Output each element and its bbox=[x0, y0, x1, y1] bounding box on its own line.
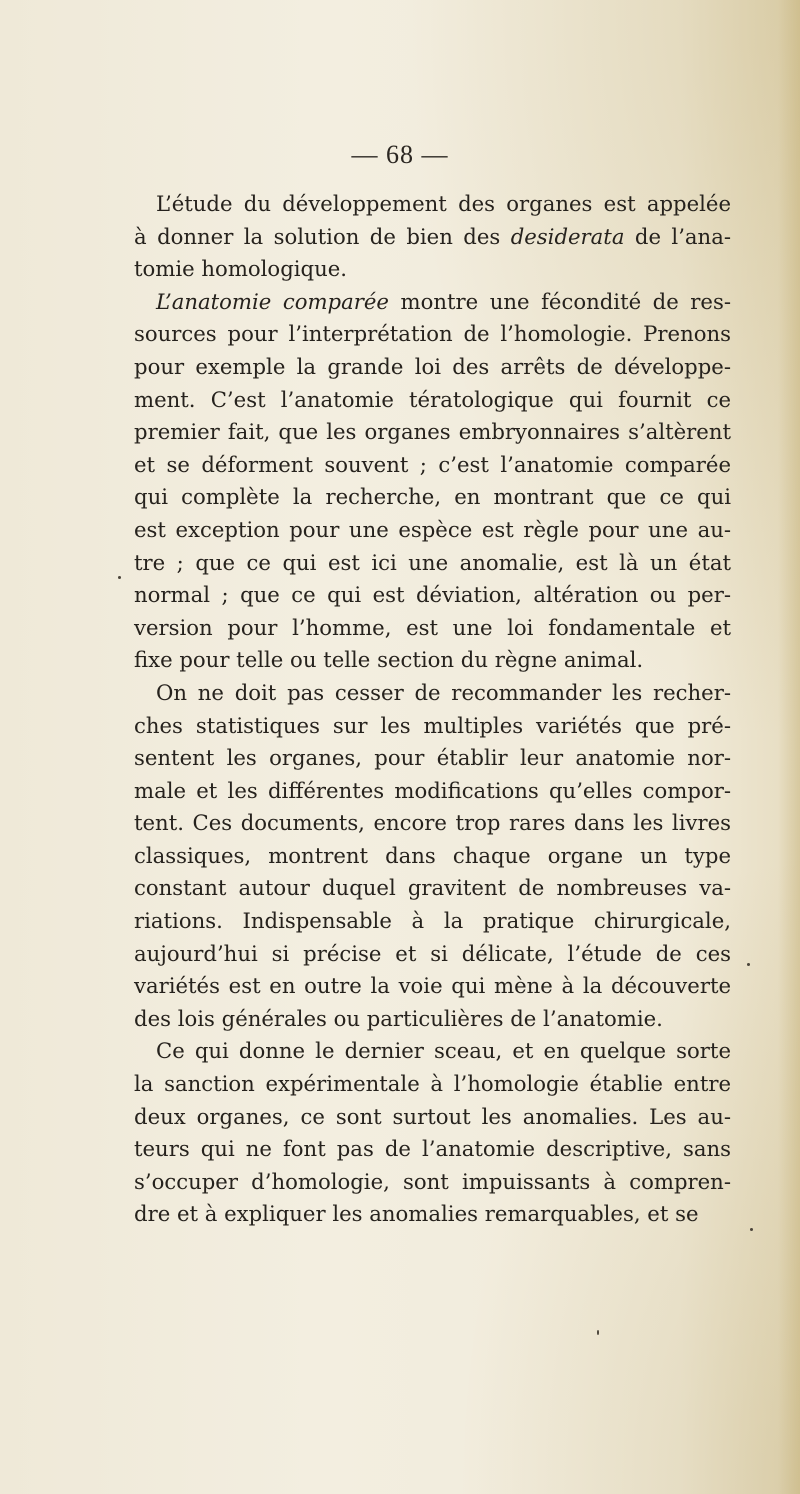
text-run: riations. Indispensable à la pratique chirurgicale, bbox=[134, 908, 731, 934]
text-run: male et les différentes modifications qu’elles compor- bbox=[134, 777, 731, 803]
text-run: deux organes, ce sont surtout les anomalies. Les au- bbox=[134, 1103, 731, 1129]
text-run: normal ; que ce qui est déviation, altération ou per- bbox=[134, 582, 731, 608]
body-text bbox=[134, 188, 731, 1231]
text-run: des lois générales ou particulières de l’anatomie. bbox=[134, 1005, 663, 1031]
text-run: pour exemple la grande loi des arrêts de développe- bbox=[134, 353, 731, 379]
text-run: classiques, montrent dans chaque organe un type bbox=[134, 842, 731, 868]
text-line bbox=[134, 742, 731, 775]
text-line bbox=[134, 221, 731, 254]
text-line bbox=[134, 710, 731, 743]
text-run: teurs qui ne font pas de l’anatomie descriptive, sans bbox=[134, 1136, 731, 1162]
paragraph bbox=[134, 677, 731, 1036]
text-run: s’occuper d’homologie, sont impuissants à compren- bbox=[134, 1168, 731, 1194]
text-line bbox=[134, 514, 731, 547]
text-line bbox=[134, 872, 731, 905]
italic-text: L’anatomie comparée bbox=[156, 288, 389, 314]
text-line bbox=[134, 905, 731, 938]
text-line bbox=[134, 449, 731, 482]
text-run: ment. C’est l’anatomie tératologique qui fournit ce bbox=[134, 386, 731, 412]
text-run: fixe pour telle ou telle section du règne animal. bbox=[134, 647, 644, 673]
text-run: de l’ana- bbox=[624, 223, 731, 249]
text-run: premier fait, que les organes embryonnaires s’altèrent bbox=[134, 419, 731, 445]
text-run: L’étude du développement des organes est appelée bbox=[156, 191, 731, 216]
text-line bbox=[134, 286, 731, 319]
text-run: Ce qui donne le dernier sceau, et en quelque sorte bbox=[156, 1038, 731, 1064]
text-run: et se déforment souvent ; c’est l’anatomie comparée bbox=[134, 451, 731, 477]
paper-speck bbox=[750, 1228, 753, 1231]
text-run: dre et à expliquer les anomalies remarquables, et se bbox=[134, 1201, 699, 1227]
text-run: à donner la solution de bien des bbox=[134, 223, 511, 249]
text-line bbox=[134, 547, 731, 580]
text-run: est exception pour une espèce est règle pour une au- bbox=[134, 516, 731, 542]
text-line bbox=[134, 840, 731, 873]
text-run: sentent les organes, pour établir leur anatomie nor- bbox=[134, 745, 731, 771]
paper-speck bbox=[747, 963, 750, 966]
paragraph bbox=[134, 286, 731, 677]
text-run: variétés est en outre la voie qui mène à la découverte bbox=[134, 973, 731, 999]
text-line bbox=[134, 384, 731, 417]
page-edge-shadow bbox=[778, 0, 800, 1494]
text-run: sources pour l’interprétation de l’homologie. Prenons bbox=[134, 321, 731, 347]
text-line bbox=[134, 318, 731, 351]
text-line bbox=[134, 1035, 731, 1068]
italic-text: desiderata bbox=[510, 223, 625, 249]
paragraph bbox=[134, 1035, 731, 1231]
text-run: On ne doit pas cesser de recommander les recher- bbox=[156, 679, 731, 705]
text-line bbox=[134, 253, 731, 286]
text-line bbox=[134, 612, 731, 645]
page-number: — 68 — bbox=[351, 140, 449, 169]
text-line bbox=[134, 677, 731, 710]
text-line bbox=[134, 938, 731, 971]
text-line bbox=[134, 807, 731, 840]
text-line bbox=[134, 416, 731, 449]
paragraph bbox=[134, 188, 731, 286]
text-line bbox=[134, 481, 731, 514]
text-line bbox=[134, 775, 731, 808]
text-line bbox=[134, 970, 731, 1003]
text-line bbox=[134, 351, 731, 384]
text-run: tre ; que ce qui est ici une anomalie, est là un état bbox=[134, 549, 731, 575]
text-line bbox=[134, 644, 731, 677]
text-run: la sanction expérimentale à l’homologie établie entre bbox=[134, 1071, 731, 1097]
text-line bbox=[134, 188, 731, 221]
text-line bbox=[134, 1003, 731, 1036]
text-line bbox=[134, 1101, 731, 1134]
text-line bbox=[134, 1133, 731, 1166]
text-run: version pour l’homme, est une loi fondamentale et bbox=[134, 614, 731, 640]
text-line bbox=[134, 579, 731, 612]
paper-speck bbox=[118, 576, 121, 579]
text-run: aujourd’hui si précise et si délicate, l’étude de ces bbox=[134, 940, 731, 966]
text-run: ches statistiques sur les multiples variétés que pré- bbox=[134, 712, 731, 738]
text-run: tomie homologique. bbox=[134, 256, 348, 282]
text-run: qui complète la recherche, en montrant que ce qui bbox=[134, 484, 731, 510]
text-run: tent. Ces documents, encore trop rares dans les livres bbox=[134, 810, 731, 836]
text-run: constant autour duquel gravitent de nombreuses va- bbox=[134, 875, 731, 901]
text-run: montre une fécondité de res- bbox=[388, 288, 731, 314]
paper-speck bbox=[597, 1330, 599, 1335]
text-line bbox=[134, 1166, 731, 1199]
text-line bbox=[134, 1068, 731, 1101]
text-line bbox=[134, 1198, 731, 1231]
